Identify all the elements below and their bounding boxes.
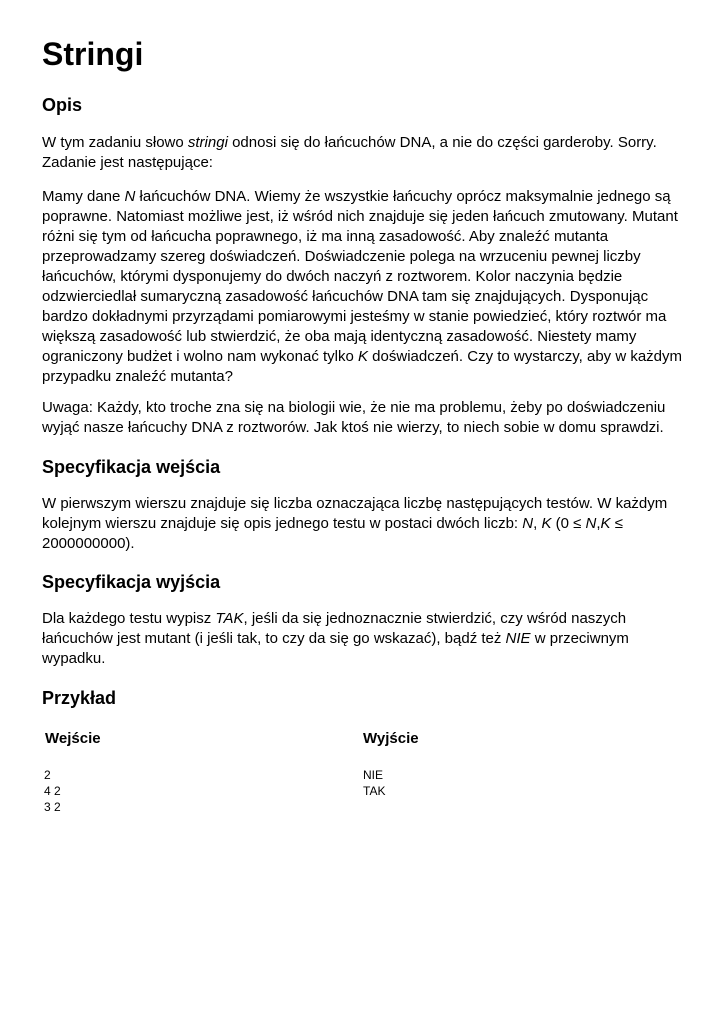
example-input-label: Wejście <box>45 730 101 747</box>
text-line: przeprowadzamy szereg doświadczeń. Doświadczenie polega na wrzuceniu pewnej liczby <box>42 248 641 265</box>
text-line: W tym zadaniu słowo stringi odnosi się do łańcuchów DNA, a nie do części garderoby. Sorry. <box>42 134 657 151</box>
example-input-block <box>44 767 61 815</box>
text-line: Uwaga: Każdy, kto troche zna się na biologii wie, że nie ma problemu, żeby po doświadczeniu <box>42 399 666 416</box>
opis-paragraph-2 <box>42 187 682 387</box>
text-line: kolejnym wierszu znajduje się opis jednego testu w postaci dwóch liczb: N, K (0 ≤ N,K ≤ <box>42 515 623 532</box>
text-line: poprawne. Natomiast możliwe jest, iż wśród nich znajduje się jeden łańcuch zmutowany. Mutant <box>42 208 678 225</box>
example-output-block <box>363 767 385 799</box>
example-output-label: Wyjście <box>363 730 419 747</box>
text-line: W pierwszym wierszu znajduje się liczba oznaczająca liczbę następujących testów. W każdym <box>42 495 668 512</box>
page-title: Stringi <box>42 36 144 72</box>
text-line: ograniczony budżet i wolno nam wykonać tylko K doświadczeń. Czy to wystarczy, aby w każdym <box>42 348 683 365</box>
text-line: Mamy dane N łańcuchów DNA. Wiemy że wszystkie łańcuchy oprócz maksymalnie jednego są <box>42 188 671 205</box>
text-line: łańcuchów jest mutant (i jeśli tak, to czy da się go wskazać), bądź też NIE w przeciwnym <box>42 630 629 647</box>
example-input-line: 4 2 <box>44 784 61 798</box>
opis-paragraph-3 <box>42 398 682 438</box>
example-output-line: TAK <box>363 784 386 798</box>
section-heading-input-spec: Specyfikacja wejścia <box>42 457 221 477</box>
text-line: Dla każdego testu wypisz TAK, jeśli da się jednoznacznie stwierdzić, czy wśród naszych <box>42 610 627 627</box>
text-line: odzwierciedlał sumaryczną zasadowość łańcuchów DNA tam się znajdujących. Dysponując <box>42 288 649 305</box>
example-output-line: NIE <box>363 768 384 782</box>
opis-paragraph-1 <box>42 133 682 173</box>
text-line: Zadanie jest następujące: <box>42 154 213 171</box>
text-line: 2000000000). <box>42 535 135 552</box>
section-heading-output-spec: Specyfikacja wyjścia <box>42 572 221 592</box>
output-spec-paragraph <box>42 609 682 669</box>
text-line: bardzo dokładnymi przyrządami pomiarowymi jesteśmy w stanie powiedzieć, który roztwór ma <box>42 308 667 325</box>
section-heading-example: Przykład <box>42 688 117 708</box>
text-line: łańcuchów, którymi dysponujemy do dwóch naczyń z roztworem. Kolor naczynia będzie <box>42 268 623 285</box>
text-line: przypadku znaleźć mutanta? <box>42 368 233 385</box>
example-input-line: 2 <box>44 768 51 782</box>
example-input-line: 3 2 <box>44 800 61 814</box>
text-line: wypadku. <box>42 650 106 667</box>
text-line: większą zasadowość lub stwierdzić, że oba mają identyczną zasadowość. Niestety mamy <box>42 328 637 345</box>
input-spec-paragraph <box>42 494 682 554</box>
text-line: wyjąć nasze łańcuchy DNA z roztworów. Jak ktoś nie wierzy, to niech sobie w domu sprawdzi. <box>42 419 664 436</box>
section-heading-opis: Opis <box>42 95 83 115</box>
text-line: różni się tym od łańcucha poprawnego, iż ma inną zasadowość. Aby znaleźć mutanta <box>42 228 609 245</box>
